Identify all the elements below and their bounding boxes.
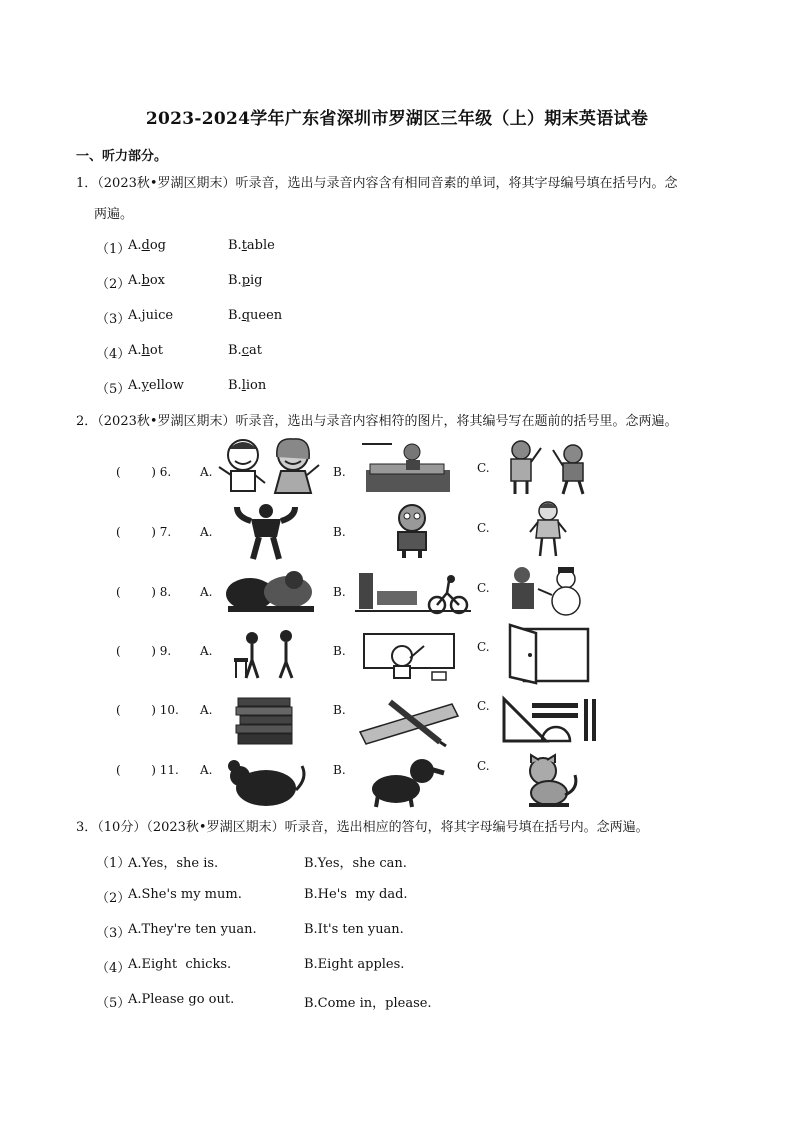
option-a: [128, 273, 165, 288]
question-3-stem: 3．（10分）（2023秋•罗湖区期末）听录音，选出相应的答句，将其字母编号填在括号内。念两遍。: [76, 820, 649, 835]
underlined-letter: q: [241, 308, 251, 323]
label-c: C.: [477, 640, 490, 654]
picture-stand-up: [228, 630, 298, 680]
underlined-letter: c: [241, 343, 249, 358]
option-prefix: A.: [128, 238, 142, 253]
underlined-letter: p: [241, 273, 251, 288]
option-b: B.It's ten yuan.: [304, 922, 404, 937]
label-a: A.: [200, 525, 213, 539]
label-c: C.: [477, 759, 490, 773]
answer-bracket: ( ) 9.: [116, 644, 172, 658]
item-number: （2）: [96, 277, 131, 292]
option-word-rest: ox: [149, 273, 166, 288]
option-prefix: B.: [228, 273, 242, 288]
page-title: 2023-2024学年广东省深圳市罗湖区三年级（上）期末英语试卷: [145, 109, 649, 129]
option-word-rest: ueen: [250, 308, 283, 323]
picture-bed-scene: [362, 440, 454, 496]
underlined-letter: h: [141, 343, 150, 358]
underlined-letter: y: [141, 378, 149, 393]
option-b: [228, 238, 275, 253]
label-b: B.: [333, 644, 346, 658]
picture-books: [234, 696, 296, 746]
question-1-stem: 1．（2023秋•罗湖区期末）听录音，选出与录音内容含有相同音素的单词，将其字母编号填在括号内。念: [76, 176, 678, 191]
option-prefix: B.: [228, 343, 242, 358]
option-a: [128, 238, 166, 253]
option-b: B.He's my dad.: [304, 887, 408, 902]
picture-blackboard-boy: [362, 632, 456, 682]
option-prefix: A.: [128, 378, 142, 393]
option-a: [128, 378, 184, 393]
option-a: A.Please go out.: [128, 992, 235, 1007]
option-word-rest: og: [149, 238, 167, 253]
option-b: [228, 308, 282, 323]
label-a: A.: [200, 644, 213, 658]
label-b: B.: [333, 585, 346, 599]
picture-mouse: [212, 758, 308, 808]
option-a: [128, 343, 163, 358]
picture-park-bike: [355, 573, 471, 619]
item-number: （4）: [96, 961, 131, 976]
label-b: B.: [333, 763, 346, 777]
option-a: [128, 308, 173, 323]
picture-two-kids-waving: [503, 440, 593, 496]
item-number: （5）: [96, 996, 131, 1011]
label-a: A.: [200, 585, 213, 599]
option-prefix: B.: [228, 238, 242, 253]
item-number: （1）: [96, 856, 131, 871]
item-number: （3）: [96, 926, 131, 941]
answer-bracket: ( ) 6.: [116, 465, 172, 479]
picture-old-man: [382, 502, 442, 558]
option-word-rest: ion: [245, 378, 267, 393]
underlined-letter: d: [141, 238, 150, 253]
label-a: A.: [200, 465, 213, 479]
picture-snowman: [508, 565, 590, 617]
answer-bracket: ( ) 8.: [116, 585, 172, 599]
picture-cat: [521, 755, 581, 807]
underlined-letter: l: [241, 378, 246, 393]
picture-ruler-pencil: [360, 698, 460, 746]
underlined-letter: b: [141, 273, 150, 288]
label-b: B.: [333, 703, 346, 717]
option-prefix: B.: [228, 308, 242, 323]
label-c: C.: [477, 699, 490, 713]
picture-dog: [364, 755, 446, 807]
label-a: A.: [200, 763, 213, 777]
option-a: A.She's my mum.: [128, 887, 242, 902]
picture-boy-girl: [215, 437, 325, 495]
label-c: C.: [477, 581, 490, 595]
option-word-rest: ot: [149, 343, 163, 358]
item-number: （5）: [96, 382, 131, 397]
option-a: A.They're ten yuan.: [128, 922, 257, 937]
option-word-rest: uice: [145, 308, 174, 323]
question-2-stem: 2．（2023秋•罗湖区期末）听录音，选出与录音内容相符的图片，将其编号写在题前的括号里。念两遍。: [76, 414, 678, 429]
option-b: [228, 378, 266, 393]
option-b: B.Come in，please.: [304, 996, 432, 1011]
item-number: （3）: [96, 312, 131, 327]
question-1-stem-cont: 两遍。: [94, 207, 134, 222]
option-word-rest: ellow: [148, 378, 184, 393]
item-number: （4）: [96, 347, 131, 362]
option-prefix: B.: [228, 378, 242, 393]
underlined-letter: t: [241, 238, 247, 253]
option-b: [228, 273, 263, 288]
option-b: B.Yes，she can.: [304, 856, 407, 871]
option-word-rest: at: [248, 343, 262, 358]
option-prefix: A.: [128, 343, 142, 358]
answer-bracket: ( ) 11.: [116, 763, 179, 777]
underlined-letter: j: [141, 308, 146, 323]
item-number: （1）: [96, 242, 131, 257]
picture-girl: [526, 500, 570, 558]
picture-dark-animals: [222, 568, 318, 614]
picture-strong-man: [231, 503, 301, 559]
option-prefix: A.: [128, 308, 142, 323]
option-a: A.Yes，she is.: [128, 856, 219, 871]
option-prefix: A.: [128, 273, 142, 288]
item-number: （2）: [96, 891, 131, 906]
label-c: C.: [477, 521, 490, 535]
option-a: A.Eight chicks.: [128, 957, 232, 972]
label-c: C.: [477, 461, 490, 475]
option-b: B.Eight apples.: [304, 957, 405, 972]
picture-geometry-set: [502, 697, 598, 743]
label-a: A.: [200, 703, 213, 717]
section-heading: 一、听力部分。: [76, 149, 168, 164]
picture-door: [508, 625, 590, 683]
label-b: B.: [333, 465, 346, 479]
option-word-rest: able: [246, 238, 275, 253]
label-b: B.: [333, 525, 346, 539]
option-word-rest: ig: [250, 273, 263, 288]
answer-bracket: ( ) 10.: [116, 703, 179, 717]
option-b: [228, 343, 262, 358]
answer-bracket: ( ) 7.: [116, 525, 172, 539]
